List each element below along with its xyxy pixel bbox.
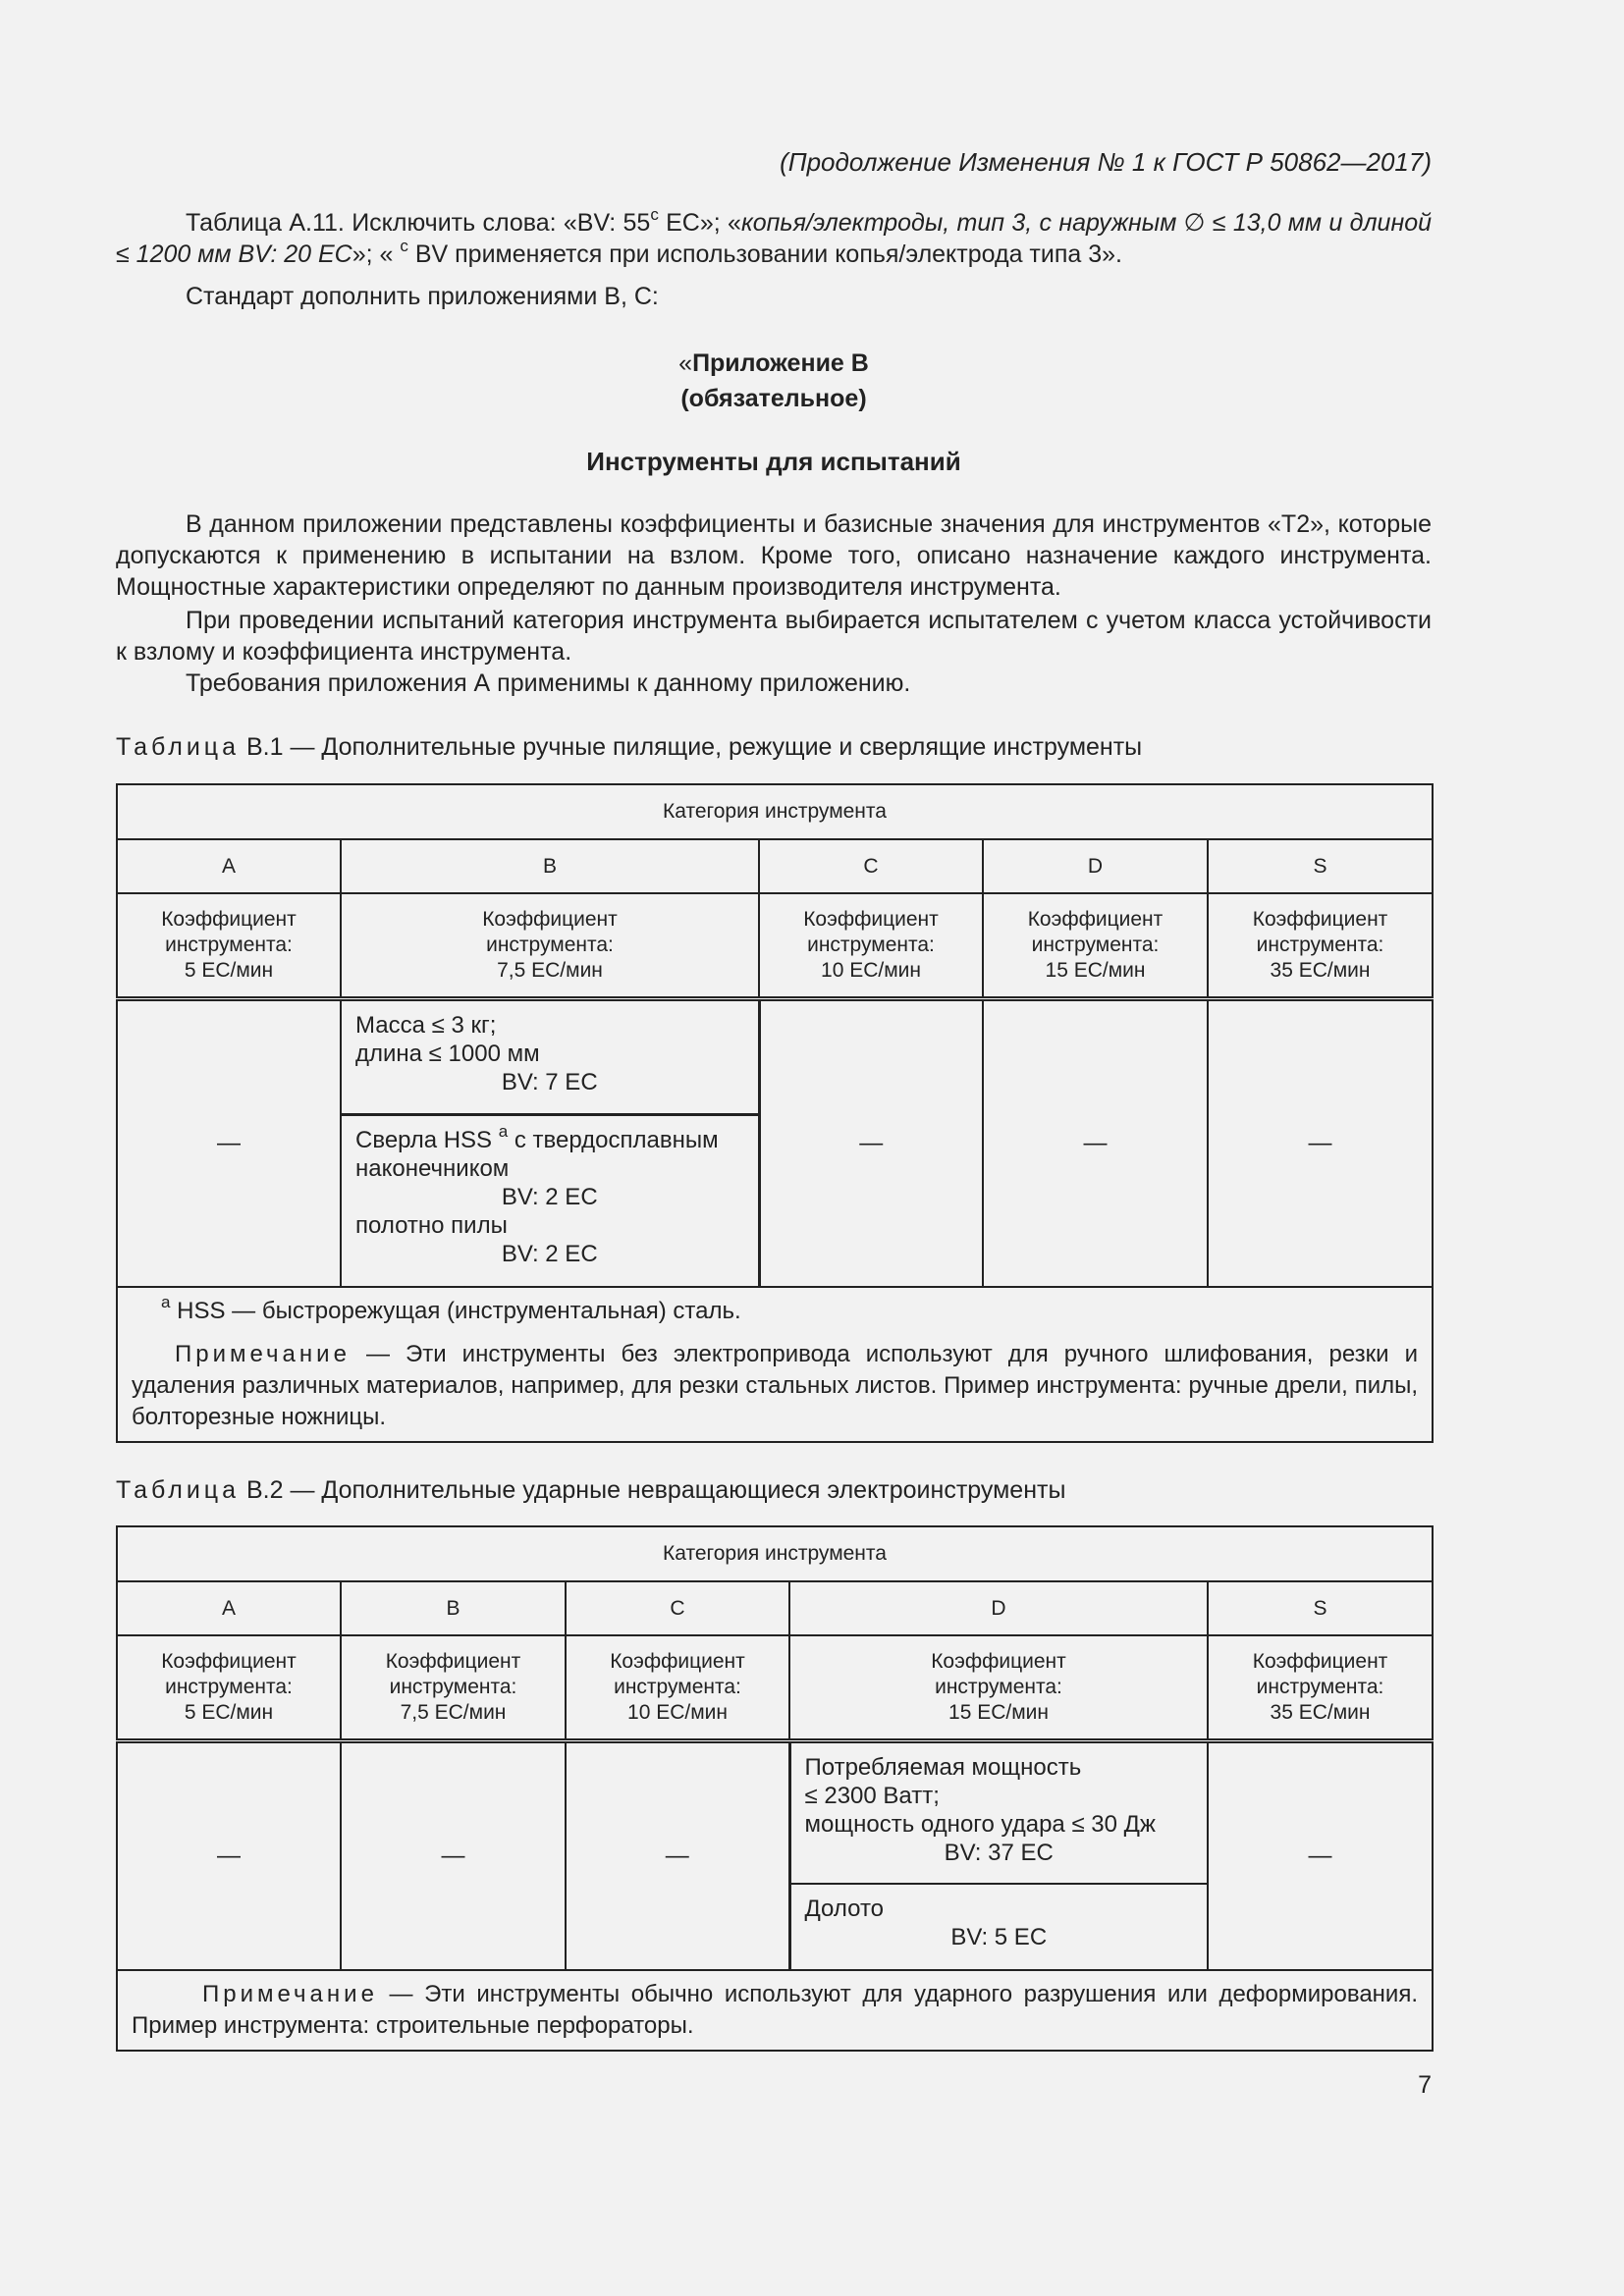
table1-category-s: S [1208, 839, 1433, 893]
table1-category-a: А [117, 839, 341, 893]
table1-caption: Таблица В.1 — Дополнительные ручные пилящие, режущие и сверлящие инструменты [116, 733, 1143, 761]
table2-cell-c: — [566, 1741, 789, 1971]
table-b1 [116, 783, 1434, 1443]
table2-coef-d: Коэффициент инструмента: 15 ЕС/мин [789, 1635, 1208, 1741]
table1-cell-b-top: Масса ≤ 3 кг; длина ≤ 1000 мм BV: 7 ЕС [341, 999, 759, 1115]
table-b2 [116, 1525, 1434, 2052]
table1-coef-b: Коэффициент инструмента: 7,5 ЕС/мин [341, 893, 759, 999]
table1-cell-s: — [1208, 999, 1433, 1288]
table2-category-d: D [789, 1581, 1208, 1635]
table1-category-c: С [759, 839, 983, 893]
page-number: 7 [1418, 2071, 1432, 2099]
table2-cell-a: — [117, 1741, 341, 1971]
table2-category-b: В [341, 1581, 566, 1635]
table1-category-b: В [341, 839, 759, 893]
table2-coef-s: Коэффициент инструмента: 35 ЕС/мин [1208, 1635, 1433, 1741]
table2-cell-s: — [1208, 1741, 1433, 1971]
table1-cell-d: — [983, 999, 1208, 1288]
table2-footer [117, 1970, 1433, 2051]
table2-category-s: S [1208, 1581, 1433, 1635]
table1-note: Примечание — Эти инструменты без электропривода используют для ручного шлифования, резки и удаления различных материалов, например, для резки стальных листов. Пример инструмента: ручные дрели, пилы, болторезные ножницы. [132, 1341, 1419, 1430]
intro-paragraph-2: Стандарт дополнить приложениями В, С: [186, 283, 659, 310]
body-paragraph-2: При проведении испытаний категория инструмента выбирается испытателем с учетом класса устойчивости к взлому и коэффициента инструмента. [116, 607, 1432, 666]
table1-cell-a: — [117, 999, 341, 1288]
table2-coef-c: Коэффициент инструмента: 10 ЕС/мин [566, 1635, 789, 1741]
body-paragraph-1: В данном приложении представлены коэффициенты и базисные значения для инструментов «Т2», которые допускаются к применению в испытании на взлом. Кроме того, описано назначение каждого инструмента. Мощностные характеристики определяют по данным производителя инструмента. [116, 510, 1432, 601]
table1-coef-a: Коэффициент инструмента: 5 ЕС/мин [117, 893, 341, 999]
table1-coef-c: Коэффициент инструмента: 10 ЕС/мин [759, 893, 983, 999]
table2-coef-b: Коэффициент инструмента: 7,5 ЕС/мин [341, 1635, 566, 1741]
table1-footnote: $^a$ HSS — быстрорежущая (инструментальная) сталь. [161, 1293, 741, 1324]
table2-coef-a: Коэффициент инструмента: 5 ЕС/мин [117, 1635, 341, 1741]
table2-category-a: А [117, 1581, 341, 1635]
appendix-title: «Приложение В (обязательное) [678, 349, 869, 412]
table1-cell-c: — [759, 999, 983, 1288]
page-header: (Продолжение Изменения № 1 к ГОСТ Р 50862—2017) [780, 147, 1432, 177]
table2-cell-b: — [341, 1741, 566, 1971]
table2-cell-d-bottom: Долото BV: 5 ЕС [789, 1884, 1208, 1970]
appendix-heading: Инструменты для испытаний [586, 447, 961, 476]
table2-cell-d-top: Потребляемая мощность ≤ 2300 Ватт; мощность одного удара ≤ 30 Дж BV: 37 ЕС [789, 1741, 1208, 1885]
table1-footer [117, 1287, 1433, 1442]
table2-note: Примечание — Эти инструменты обычно используют для ударного разрушения или деформирования. Пример инструмента: строительные перфораторы. [132, 1981, 1419, 2039]
table1-category-d: D [983, 839, 1208, 893]
body-paragraph-3: Требования приложения А применимы к данному приложению. [186, 669, 911, 697]
intro-paragraph-1: Таблица А.11. Исключить слова: «BV: 55$^c$ ЕС»; «копья/электроды, тип 3, с наружным ∅ ≤ 13,0 мм и длиной ≤ 1200 мм BV: 20 ЕС»; « $^c$ BV применяется при использовании копья/электрода типа 3». [116, 204, 1433, 268]
table1-header: Категория инструмента [117, 784, 1433, 839]
table2-caption: Таблица В.2 — Дополнительные ударные невращающиеся электроинструменты [116, 1476, 1066, 1504]
table1-coef-s: Коэффициент инструмента: 35 ЕС/мин [1208, 893, 1433, 999]
table2-header: Категория инструмента [117, 1526, 1433, 1581]
table1-cell-b-bottom: Сверла HSS $^a$ с твердосплавным наконечником BV: 2 ЕС полотно пилы BV: 2 ЕС [341, 1115, 759, 1288]
table1-coef-d: Коэффициент инструмента: 15 ЕС/мин [983, 893, 1208, 999]
table2-category-c: С [566, 1581, 789, 1635]
